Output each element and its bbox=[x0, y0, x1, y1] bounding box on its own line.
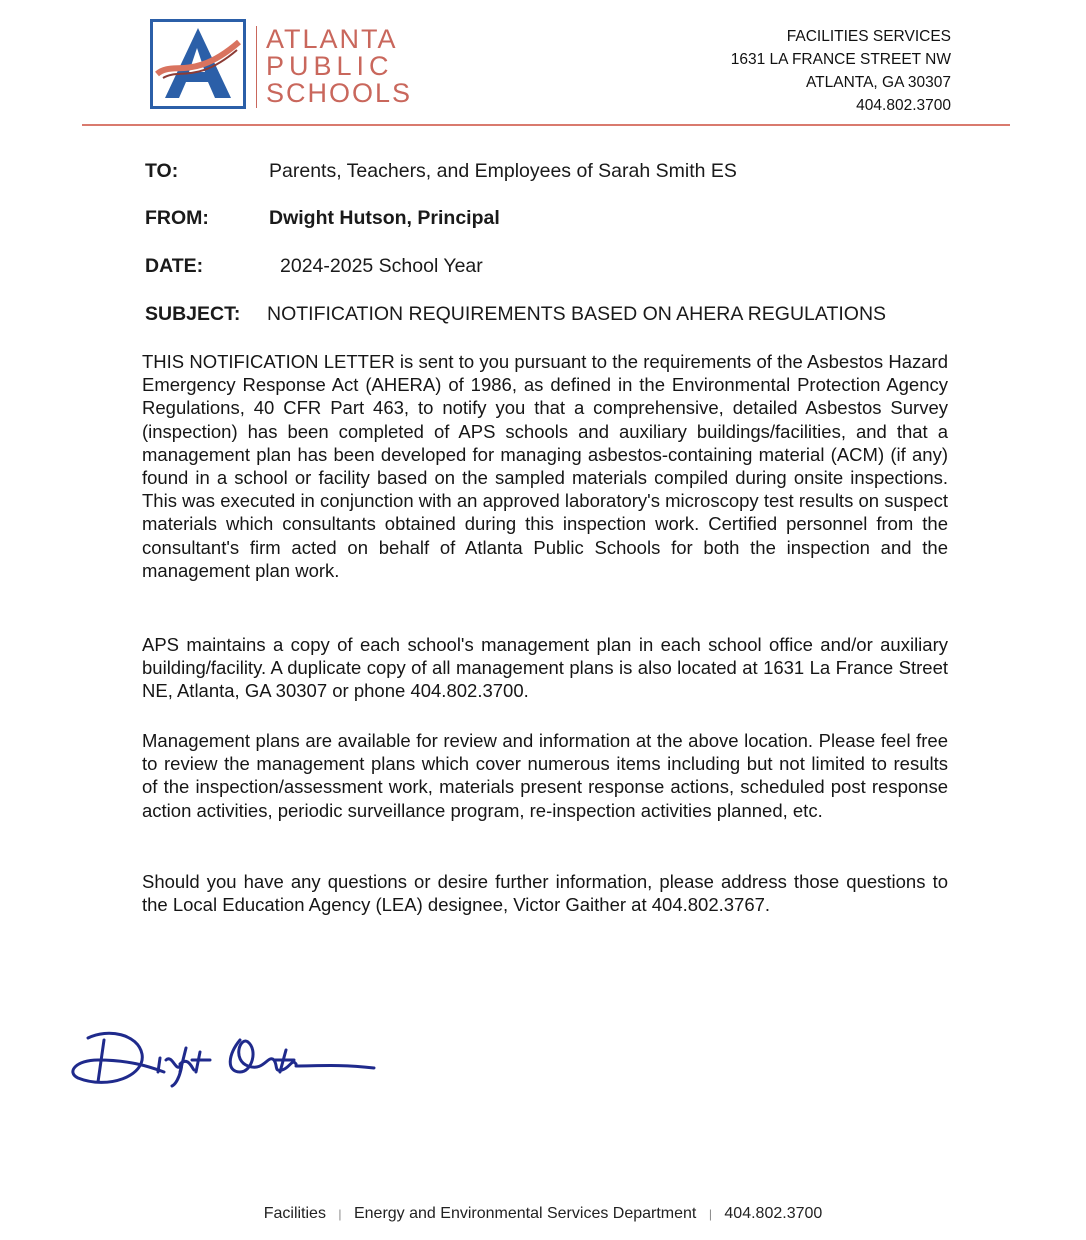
footer-phone: 404.802.3700 bbox=[724, 1205, 823, 1222]
address-line-2: 1631 LA FRANCE STREET NW bbox=[730, 51, 951, 68]
date-label: DATE: bbox=[145, 255, 204, 277]
address-line-1: FACILITIES SERVICES bbox=[786, 28, 951, 45]
address-line-3: ATLANTA, GA 30307 bbox=[805, 74, 951, 91]
from-label: FROM: bbox=[145, 207, 209, 229]
logo-a-icon bbox=[153, 22, 243, 106]
header-divider bbox=[82, 124, 1010, 126]
body-paragraph-4: Should you have any questions or desire further information, please address those questions to the Local Education Agency (LEA) designee, Victor Gaither at 404.802.3767. bbox=[142, 871, 948, 916]
to-value: Parents, Teachers, and Employees of Sarah Smith ES bbox=[269, 160, 737, 182]
subject-value: NOTIFICATION REQUIREMENTS BASED ON AHERA REGULATIONS bbox=[267, 303, 887, 325]
aps-logo-emblem bbox=[150, 19, 246, 109]
date-value: 2024-2025 School Year bbox=[280, 255, 483, 277]
body-paragraph-3: Management plans are available for review and information at the above location. Please feel free to review the management plans which cover numerous items including but not limited to results of the inspection/assessment work, materials present response actions, scheduled post response action activities, periodic surveillance program, re-inspection activities planned, etc. bbox=[142, 730, 948, 821]
logo-line-2: PUBLIC bbox=[266, 51, 394, 81]
page-footer bbox=[0, 1205, 1086, 1223]
footer-separator-1: | bbox=[338, 1207, 342, 1221]
footer-dept-2: Energy and Environmental Services Department bbox=[353, 1205, 697, 1222]
header-address bbox=[731, 25, 951, 117]
footer-separator-2: | bbox=[708, 1207, 712, 1221]
address-line-4: 404.802.3700 bbox=[856, 97, 951, 114]
body-paragraph-1: THIS NOTIFICATION LETTER is sent to you pursuant to the requirements of the Asbestos Hazard Emergency Response Act (AHERA) of 1986, as defined in the Environmental Protection Agency Regulations, 40 CFR Part 463, to notify you that a comprehensive, detailed Asbestos Survey (inspection) has been completed of APS schools and auxiliary buildings/facilities, and that a management plan has been developed for managing asbestos-containing material (ACM) (if any) found in a school or facility based on the sampled materials compiled during onsite inspections. This was executed in conjunction with an approved laboratory's microscopy test results on suspect materials which consultants obtained during this inspection work. Certified personnel from the consultant's firm acted on behalf of Atlanta Public Schools for both the inspection and the management plan work. bbox=[142, 351, 948, 581]
to-label: TO: bbox=[145, 160, 179, 182]
from-value: Dwight Hutson, Principal bbox=[269, 207, 500, 229]
subject-label: SUBJECT: bbox=[145, 303, 241, 325]
logo-line-3: SCHOOLS bbox=[266, 78, 413, 108]
aps-logo-wordmark bbox=[266, 26, 412, 107]
body-paragraph-2: APS maintains a copy of each school's management plan in each school office and/or auxiliary building/facility. A duplicate copy of all management plans is also located at 1631 La France Street NE, Atlanta, GA 30307 or phone 404.802.3700. bbox=[142, 634, 948, 702]
logo-line-1: ATLANTA bbox=[266, 24, 398, 54]
footer-dept-1: Facilities bbox=[263, 1205, 326, 1222]
logo-divider bbox=[256, 26, 257, 108]
signature bbox=[68, 1020, 388, 1100]
